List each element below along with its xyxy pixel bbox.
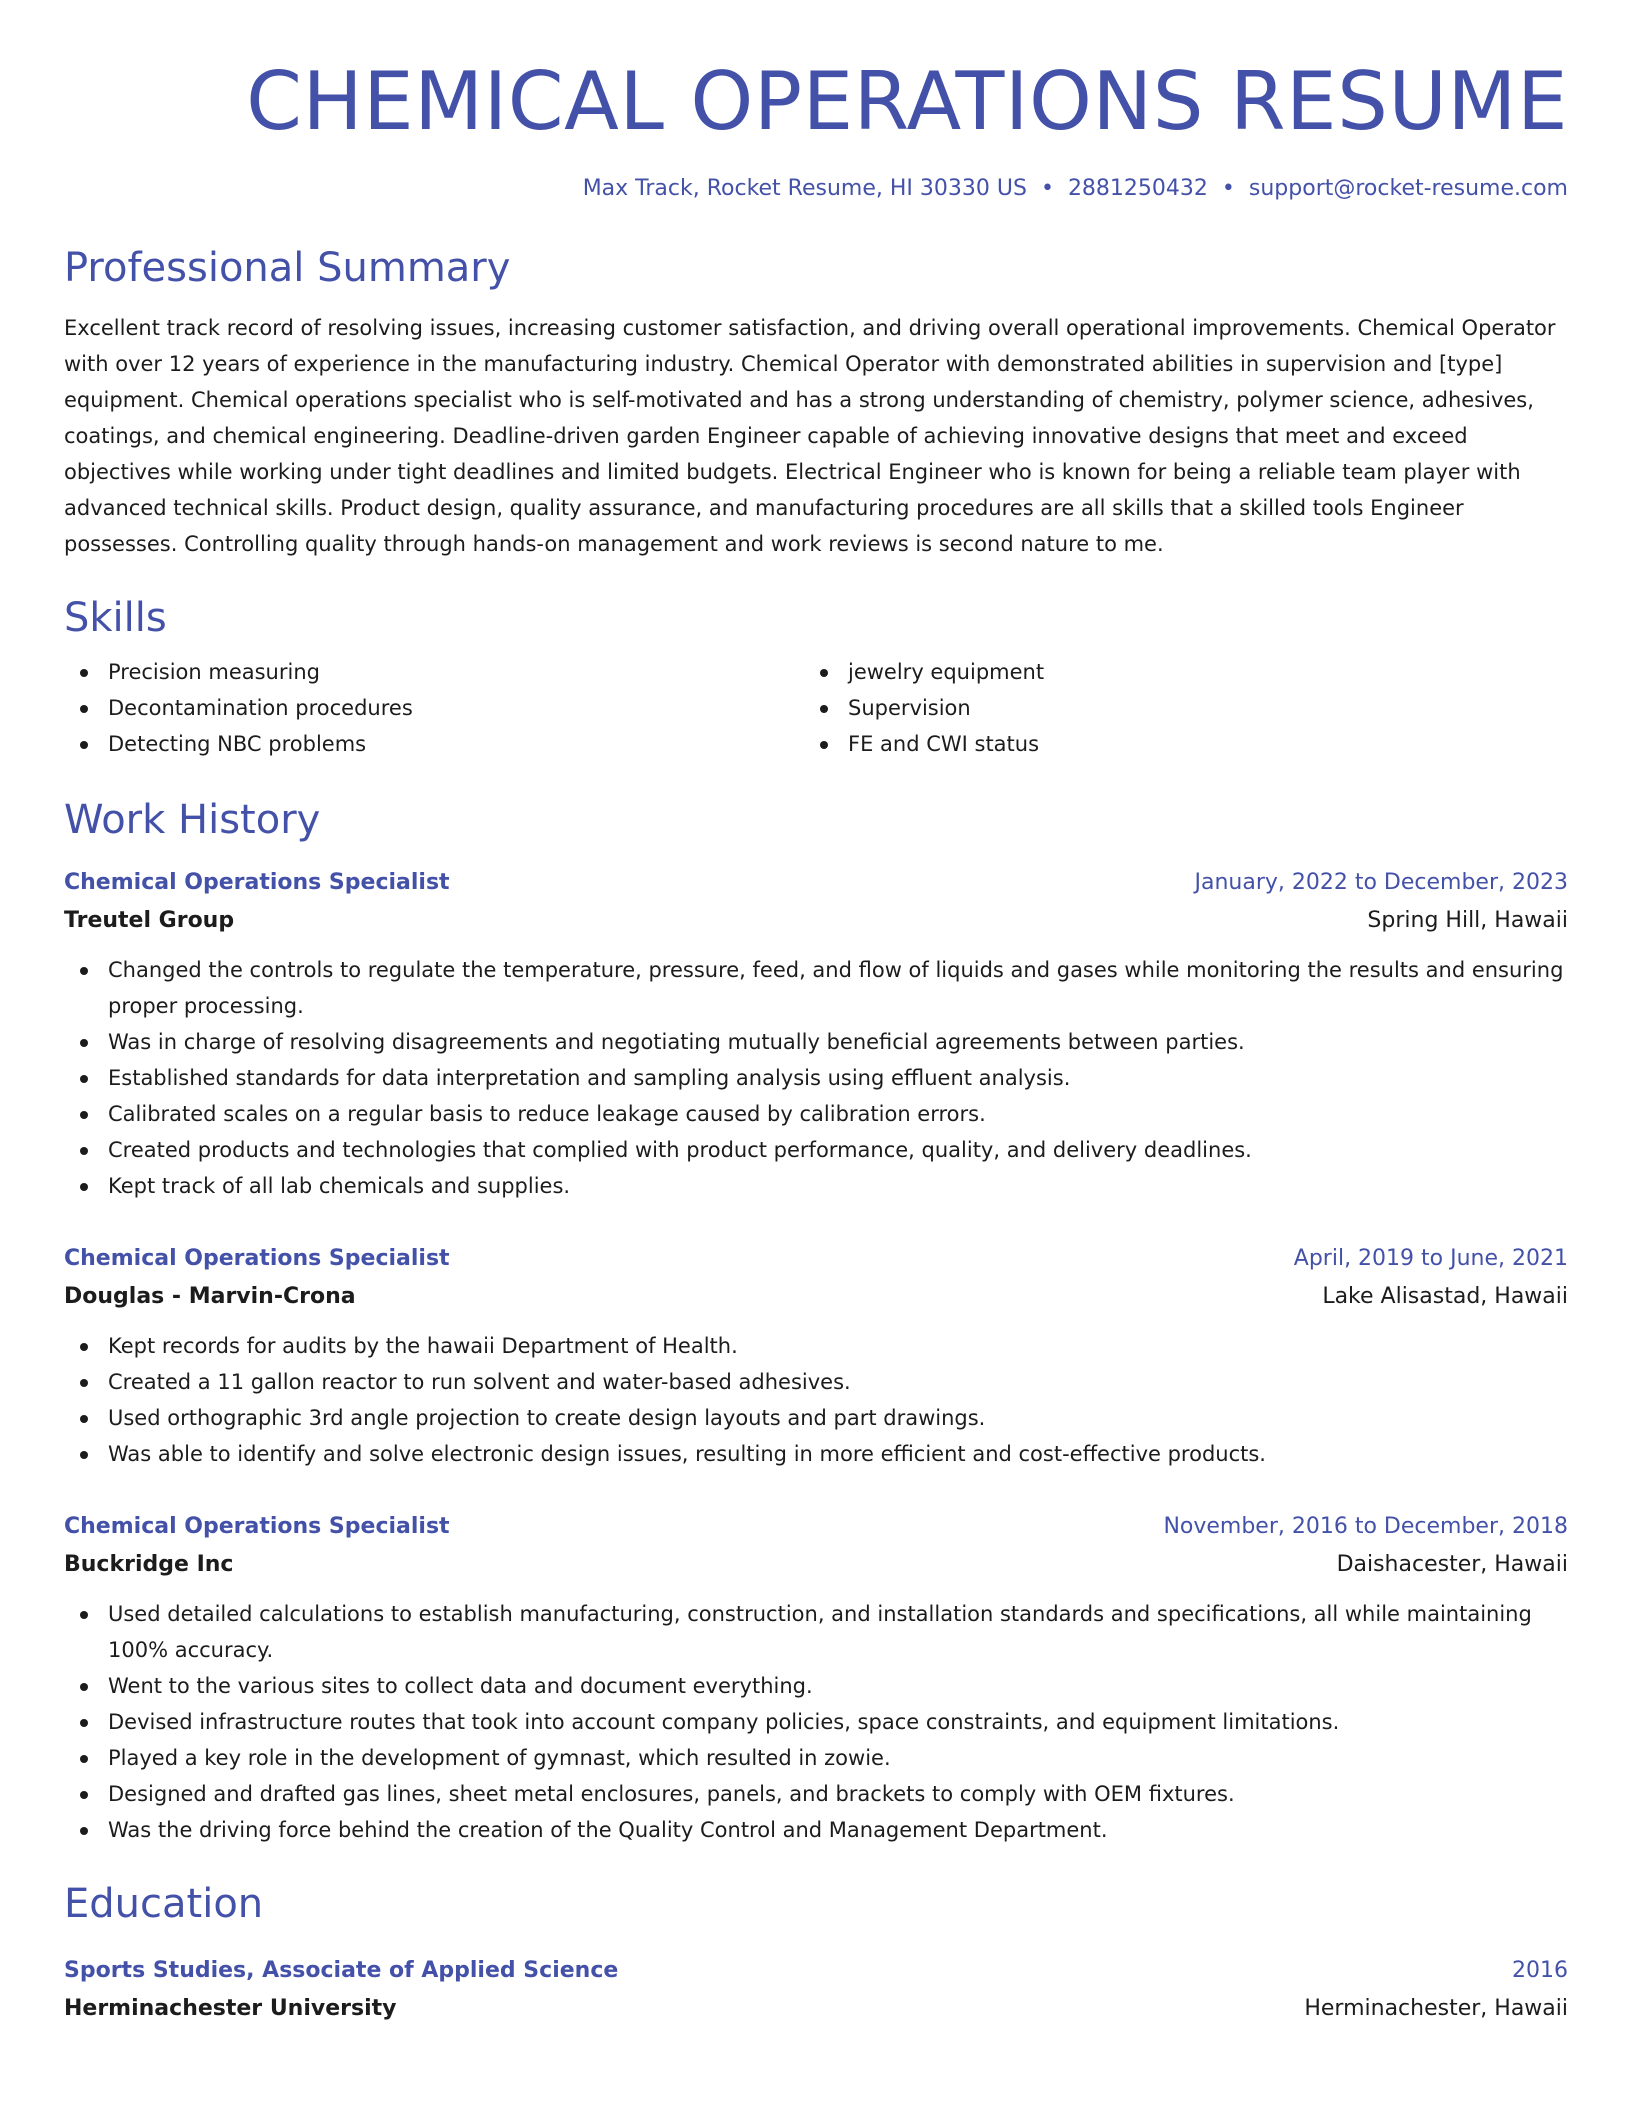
job-bullet: Was the driving force behind the creation of the Quality Control and Management Department. xyxy=(64,1812,1568,1848)
summary-text: Excellent track record of resolving issues, increasing customer satisfaction, and driving overall operational improvements. Chemical Operator with over 12 years of experience in the manufacturing industry. Chemical Operator with demonstrated abilities in supervision and [type] equipment. Chemical operations specialist who is self-motivated and has a strong understanding of chemistry, polymer science, adhesives, coatings, and chemical engineering. Deadline-driven garden Engineer capable of achieving innovative designs that meet and exceed objectives while working under tight deadlines and limited budgets. Electrical Engineer who is known for being a reliable team player with advanced technical skills. Product design, quality assurance, and manufacturing procedures are all skills that a skilled tools Engineer possesses. Controlling quality through hands-on management and work reviews is second nature to me. xyxy=(64,316,1556,556)
job-title: Chemical Operations Specialist xyxy=(64,870,450,895)
contact-line xyxy=(64,174,1568,204)
job-bullet: Played a key role in the development of gymnast, which resulted in zowie. xyxy=(64,1740,1568,1776)
contact-separator: • xyxy=(1221,176,1235,201)
job-bullet: Designed and drafted gas lines, sheet metal enclosures, panels, and brackets to comply with OEM fixtures. xyxy=(64,1776,1568,1812)
job-dates: January, 2022 to December, 2023 xyxy=(1194,870,1568,895)
job-bullets xyxy=(64,1596,1568,1848)
job-bullet: Established standards for data interpretation and sampling analysis using effluent analysis. xyxy=(64,1060,1568,1096)
job-bullet: Changed the controls to regulate the temperature, pressure, feed, and flow of liquids and gases while monitoring the results and ensuring proper processing. xyxy=(64,952,1568,1024)
job-title-row xyxy=(64,864,1568,902)
job-company-row xyxy=(64,1546,1568,1584)
education-section xyxy=(64,1878,1568,2028)
education-degree: Sports Studies, Associate of Applied Science xyxy=(64,1958,619,1983)
skills-list-right xyxy=(804,654,1544,762)
education-degree-row xyxy=(64,1952,1568,1990)
contact-address: Max Track, Rocket Resume, HI 30330 US xyxy=(582,176,1027,201)
job-title: Chemical Operations Specialist xyxy=(64,1246,450,1271)
skills-column-right xyxy=(804,654,1544,762)
job-bullet: Created products and technologies that complied with product performance, quality, and delivery deadlines. xyxy=(64,1132,1568,1168)
job-location: Spring Hill, Hawaii xyxy=(1367,908,1568,933)
job-bullet: Used orthographic 3rd angle projection to create design layouts and part drawings. xyxy=(64,1400,1568,1436)
section-heading-skills: Skills xyxy=(64,595,167,641)
education-school-row xyxy=(64,1990,1568,2028)
job-company-row xyxy=(64,902,1568,940)
job-bullet: Created a 11 gallon reactor to run solvent and water-based adhesives. xyxy=(64,1364,1568,1400)
section-heading-summary: Professional Summary xyxy=(64,245,511,291)
skill-item: Detecting NBC problems xyxy=(64,726,804,762)
job-bullet: Calibrated scales on a regular basis to reduce leakage caused by calibration errors. xyxy=(64,1096,1568,1132)
education-entry xyxy=(64,1952,1568,2028)
job-bullet: Went to the various sites to collect data and document everything. xyxy=(64,1668,1568,1704)
education-year: 2016 xyxy=(1512,1958,1568,1983)
skill-item: Precision measuring xyxy=(64,654,804,690)
job-bullet: Devised infrastructure routes that took into account company policies, space constraints, and equipment limitations. xyxy=(64,1704,1568,1740)
job-dates: April, 2019 to June, 2021 xyxy=(1293,1246,1568,1271)
skills-column-left xyxy=(64,654,804,762)
work-history-section xyxy=(64,794,1568,1848)
job-bullet: Kept records for audits by the hawaii Department of Health. xyxy=(64,1328,1568,1364)
job-title-row xyxy=(64,1508,1568,1546)
skill-item: FE and CWI status xyxy=(804,726,1544,762)
contact-separator: • xyxy=(1040,176,1054,201)
skill-item: Supervision xyxy=(804,690,1544,726)
job-title-row xyxy=(64,1240,1568,1278)
job-entry xyxy=(64,1508,1568,1848)
job-bullets xyxy=(64,1328,1568,1472)
job-title: Chemical Operations Specialist xyxy=(64,1514,450,1539)
job-location: Daishacester, Hawaii xyxy=(1336,1552,1568,1577)
contact-phone: 2881250432 xyxy=(1067,176,1208,201)
contact-email: support@rocket-resume.com xyxy=(1248,176,1568,201)
professional-summary-section xyxy=(64,242,1568,562)
job-company: Douglas - Marvin-Crona xyxy=(64,1284,356,1309)
page-title: CHEMICAL OPERATIONS RESUME xyxy=(246,55,1568,148)
skill-item: Decontamination procedures xyxy=(64,690,804,726)
job-bullet: Kept track of all lab chemicals and supplies. xyxy=(64,1168,1568,1204)
job-bullet: Used detailed calculations to establish manufacturing, construction, and installation standards and specifications, all while maintaining 100% accuracy. xyxy=(64,1596,1568,1668)
skills-section xyxy=(64,592,1568,762)
job-bullet: Was in charge of resolving disagreements and negotiating mutually beneficial agreements between parties. xyxy=(64,1024,1568,1060)
job-bullets xyxy=(64,952,1568,1204)
job-entry xyxy=(64,1240,1568,1472)
skills-grid xyxy=(64,654,1568,762)
education-school: Herminachester University xyxy=(64,1996,397,2021)
skills-list-left xyxy=(64,654,804,762)
job-bullet: Was able to identify and solve electronic design issues, resulting in more efficient and cost-effective products. xyxy=(64,1436,1568,1472)
job-company: Treutel Group xyxy=(64,908,235,933)
section-heading-work: Work History xyxy=(64,797,321,843)
job-location: Lake Alisastad, Hawaii xyxy=(1322,1284,1568,1309)
job-dates: November, 2016 to December, 2018 xyxy=(1163,1514,1568,1539)
job-company-row xyxy=(64,1278,1568,1316)
resume-header xyxy=(64,0,1568,204)
education-location: Herminachester, Hawaii xyxy=(1304,1996,1568,2021)
job-company: Buckridge Inc xyxy=(64,1552,234,1577)
skill-item: jewelry equipment xyxy=(804,654,1544,690)
section-heading-education: Education xyxy=(64,1881,264,1927)
job-entry xyxy=(64,864,1568,1204)
